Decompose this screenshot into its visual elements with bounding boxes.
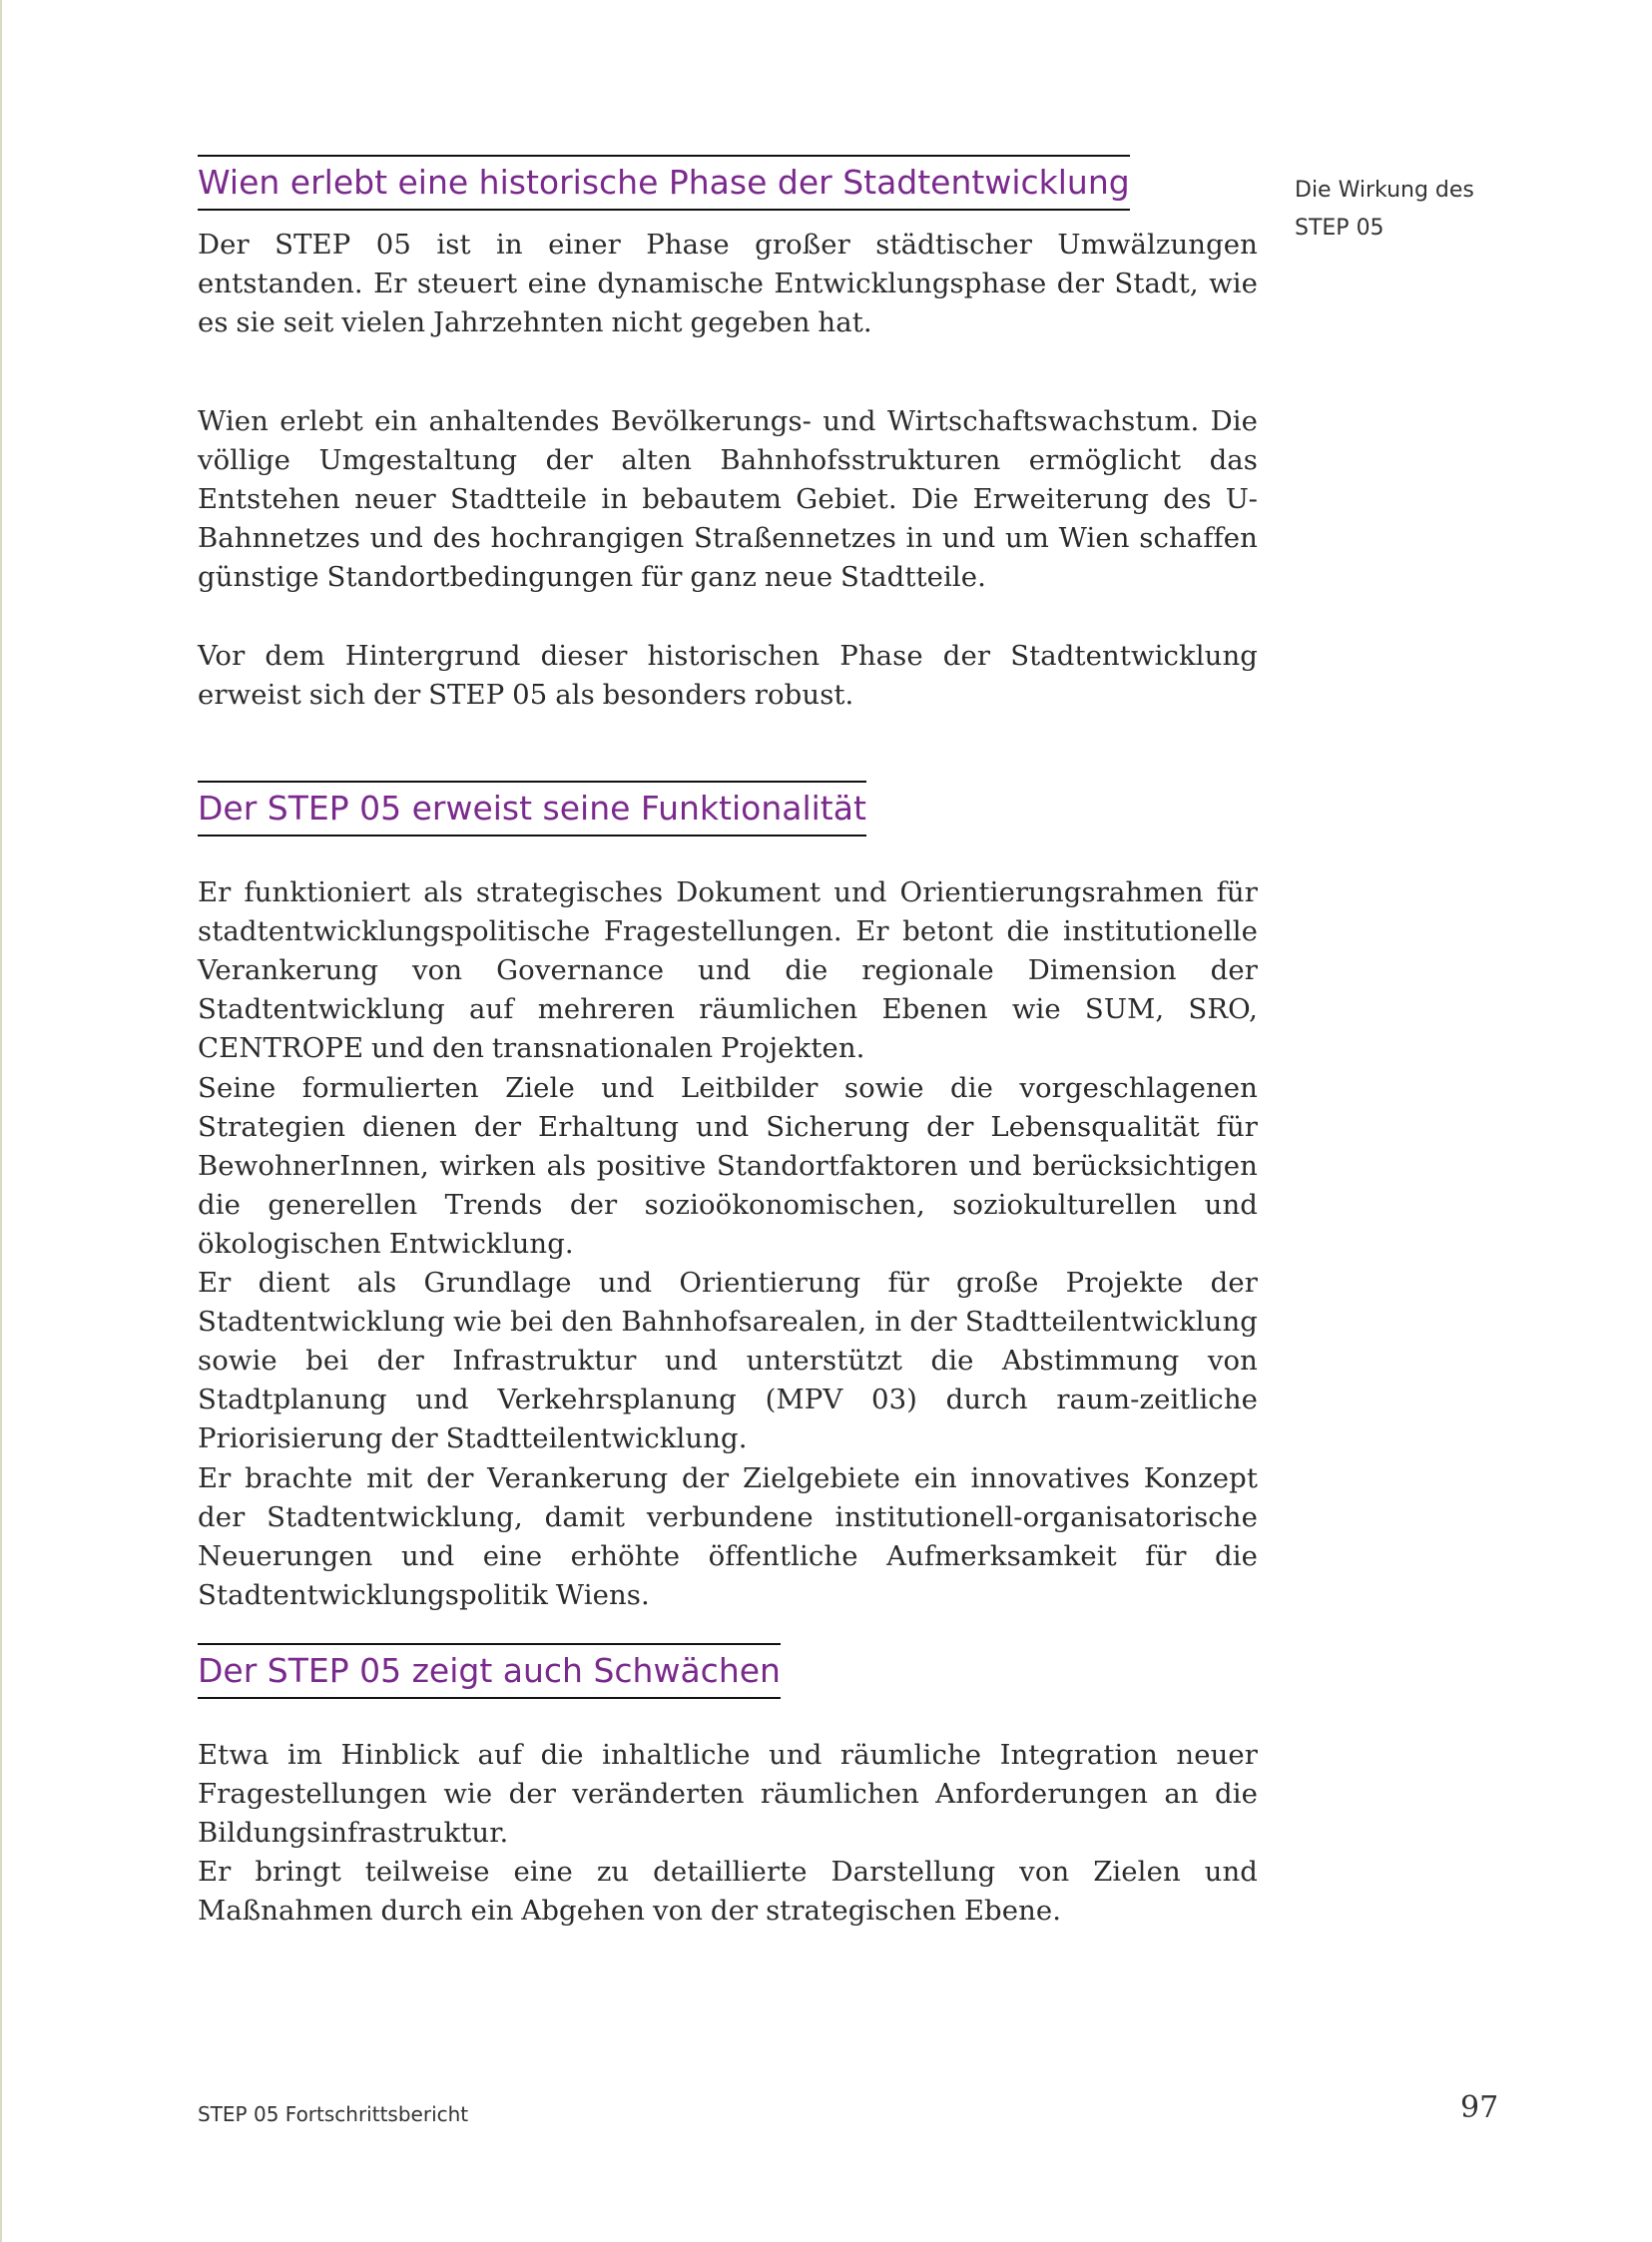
section-2-paragraph-1: Er funktioniert als strategisches Dokument und Orientierungsrahmen für stadtentwicklungspolitische Fragestellungen. Er betont die institutionelle Verankerung von Governance und die regionale Dimension der Stadtentwicklung auf mehreren räumlichen Ebenen wie SUM, SRO, CENTROPE und den transnationalen Projekten. xyxy=(198,876,1258,1064)
footer-title: STEP 05 Fortschrittsbericht xyxy=(198,2102,469,2126)
section-3-paragraph-2: Er bringt teilweise eine zu detaillierte Darstellung von Zielen und Maßnahmen durch ein Abgehen von der strategischen Ebene. xyxy=(198,1856,1258,1927)
section-2-paragraph-4: Er brachte mit der Verankerung der Zielgebiete ein innovatives Konzept der Stadtentwicklung, damit verbundene institutionell-organisatorische Neuerungen und eine erhöhte öffentliche Aufmerksamkeit für die Stadtentwicklungspolitik Wiens. xyxy=(198,1462,1258,1611)
section-3-paragraph-1: Etwa im Hinblick auf die inhaltliche und räumliche Integration neuer Fragestellungen wie der veränderten räumlichen Anforderungen an die Bildungsinfrastruktur. xyxy=(198,1739,1258,1849)
page-edge-rule xyxy=(0,0,2,2242)
section-3-heading: Der STEP 05 zeigt auch Schwächen xyxy=(198,1643,781,1699)
margin-note xyxy=(1295,172,1514,248)
section-1-paragraph-3: Vor dem Hintergrund dieser historischen Phase der Stadtentwicklung erweist sich der STEP 05 als besonders robust. xyxy=(198,640,1258,711)
section-2-paragraph-3: Er dient als Grundlage und Orientierung für große Projekte der Stadtentwicklung wie bei den Bahnhofsarealen, in der Stadtteilentwicklung sowie bei der Infrastruktur und unterstützt die Abstimmung von Stadtplanung und Verkehrsplanung (MPV 03) durch raum-zeitliche Priorisierung der Stadtteilentwicklung. xyxy=(198,1267,1258,1454)
section-1-heading: Wien erlebt eine historische Phase der Stadtentwicklung xyxy=(198,155,1130,211)
margin-note-line-1: Die Wirkung des xyxy=(1295,178,1474,203)
margin-note-line-2: STEP 05 xyxy=(1295,216,1384,241)
section-2-paragraph-2: Seine formulierten Ziele und Leitbilder sowie die vorgeschlagenen Strategien dienen der Erhaltung und Sicherung der Lebensqualität für BewohnerInnen, wirken als positive Standortfaktoren und berücksichtigen die generellen Trends der sozioökonomischen, soziokulturellen und ökologischen Entwicklung. xyxy=(198,1072,1258,1260)
section-1-paragraph-1: Der STEP 05 ist in einer Phase großer städtischer Umwälzungen entstanden. Er steuert eine dynamische Entwicklungsphase der Stadt, wie es sie seit vielen Jahrzehnten nicht gegeben hat. xyxy=(198,229,1258,338)
page-number: 97 xyxy=(1460,2090,1499,2125)
section-2-heading: Der STEP 05 erweist seine Funktionalität xyxy=(198,781,866,837)
section-1-paragraph-2: Wien erlebt ein anhaltendes Bevölkerungs- und Wirtschaftswachstum. Die völlige Umgestaltung der alten Bahnhofsstrukturen ermöglicht das Entstehen neuer Stadtteile in bebautem Gebiet. Die Erweiterung des U-Bahnnetzes und des hochrangigen Straßennetzes in und um Wien schaffen günstige Standortbedingungen für ganz neue Stadtteile. xyxy=(198,405,1258,593)
